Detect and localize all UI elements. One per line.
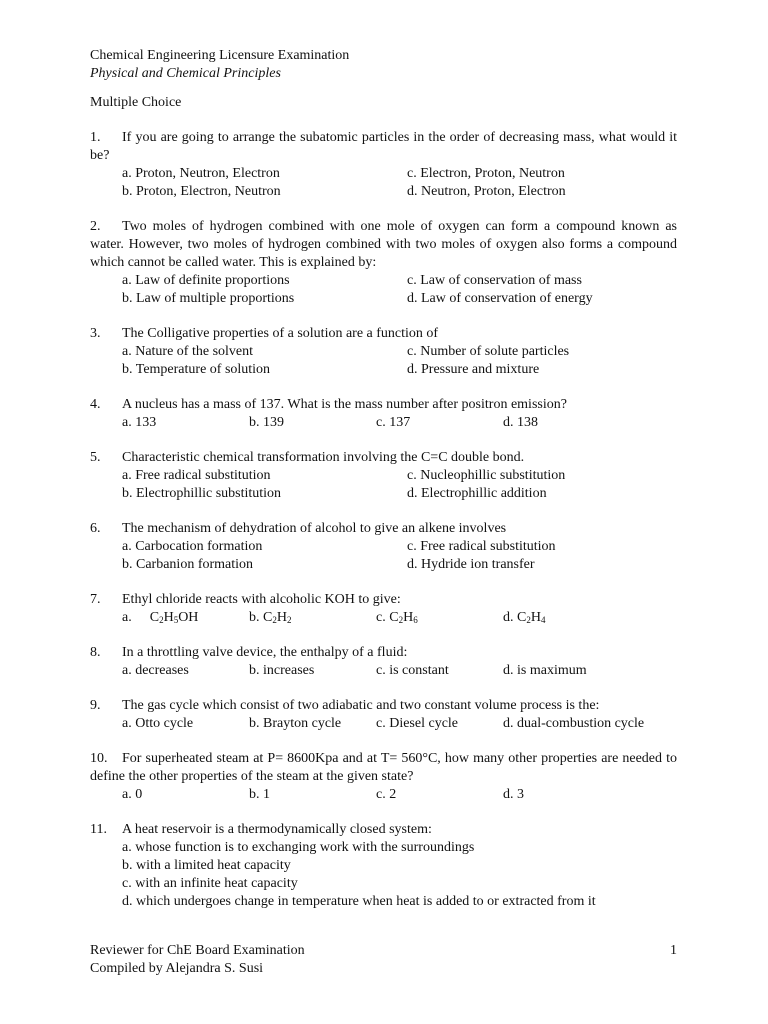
choice-b: b. Carbanion formation: [122, 557, 254, 572]
choice-b: b. Temperature of solution: [122, 362, 271, 377]
choice-a: a. decreases: [122, 663, 189, 678]
choices: [122, 715, 677, 733]
question-6: [90, 520, 677, 574]
question-text: 11. A heat reservoir is a thermodynamically closed system:: [90, 822, 432, 837]
choice-d: d. 138: [503, 415, 538, 430]
choice-b: b. 1: [249, 787, 270, 802]
question-number: 5.: [90, 450, 101, 465]
question-text: 7. Ethyl chloride reacts with alcoholic KOH to give:: [90, 592, 401, 607]
question-text: 5. Characteristic chemical transformation involving the C=C double bond.: [90, 450, 525, 465]
choice-b: b. Law of multiple proportions: [122, 291, 295, 306]
choice-a: a. Law of definite proportions: [122, 273, 290, 288]
choice-c: c. Law of conservation of mass: [407, 273, 582, 288]
choice-c: c. with an infinite heat capacity: [122, 876, 298, 891]
question-11: [90, 821, 677, 911]
choice-c: c. Number of solute particles: [407, 344, 570, 359]
question-5: [90, 449, 677, 503]
question-3: [90, 325, 677, 379]
choice-c: c. Nucleophillic substitution: [407, 468, 566, 483]
choices: [122, 609, 677, 627]
choice-a: a. whose function is to exchanging work with the surroundings: [122, 840, 475, 855]
question-text: 1. If you are going to arrange the subatomic particles in the order of decreasing mass, what would it be?: [90, 130, 677, 163]
choices: [122, 839, 677, 911]
choice-b: b. with a limited heat capacity: [122, 858, 291, 873]
document-page: [90, 47, 677, 911]
choice-d: d. 3: [503, 787, 524, 802]
choices: [122, 467, 677, 503]
question-8: [90, 644, 677, 680]
footer-compiler-line: Compiled by Alejandra S. Susi: [90, 961, 264, 976]
choice-c: c. $C_2H_6$: [376, 610, 418, 625]
question-text: 3. The Colligative properties of a solution are a function of: [90, 326, 439, 341]
question-number: 4.: [90, 397, 101, 412]
choice-c: c. 137: [376, 415, 411, 430]
choice-d: d. Law of conservation of energy: [407, 291, 593, 306]
question-text: 10. For superheated steam at P= 8600Kpa and at T= 560°C, how many other properties are needed to define the other properties of the steam at the given state?: [90, 751, 677, 784]
question-4: [90, 396, 677, 432]
question-2: [90, 218, 677, 308]
question-number: 6.: [90, 521, 101, 536]
question-number: 9.: [90, 698, 101, 713]
question-text: 8. In a throttling valve device, the enthalpy of a fluid:: [90, 645, 408, 660]
choice-d: d. Hydride ion transfer: [407, 557, 535, 572]
question-number: 3.: [90, 326, 101, 341]
choices: [122, 165, 677, 201]
choice-d: d. dual-combustion cycle: [503, 716, 645, 731]
choice-b: b. increases: [249, 663, 315, 678]
choice-d: d. Pressure and mixture: [407, 362, 540, 377]
choice-c: c. Diesel cycle: [376, 716, 459, 731]
choice-b: b. $C_2H_2$: [249, 610, 292, 625]
question-text: 2. Two moles of hydrogen combined with one mole of oxygen can form a compound known as water. However, two moles of hydrogen combined with two moles of oxygen also forms a compound which cannot be called water. This is explained by:: [90, 219, 677, 270]
choice-a: a. Free radical substitution: [122, 468, 271, 483]
question-number: 10.: [90, 751, 108, 766]
question-text: 4. A nucleus has a mass of 137. What is the mass number after positron emission?: [90, 397, 567, 412]
choice-c: c. is constant: [376, 663, 449, 678]
question-1: [90, 129, 677, 201]
choices: [122, 272, 677, 308]
choice-b: b. Proton, Electron, Neutron: [122, 184, 281, 199]
choice-a: a. Nature of the solvent: [122, 344, 254, 359]
choice-a: a. Carbocation formation: [122, 539, 263, 554]
choices: [122, 538, 677, 574]
choice-c: c. Electron, Proton, Neutron: [407, 166, 565, 181]
choice-a: a. $C_2H_5OH$: [122, 610, 199, 625]
question-number: 2.: [90, 219, 101, 234]
choice-c: c. Free radical substitution: [407, 539, 556, 554]
question-text: 6. The mechanism of dehydration of alcohol to give an alkene involves: [90, 521, 507, 536]
choice-b: b. 139: [249, 415, 284, 430]
choice-b: b. Brayton cycle: [249, 716, 342, 731]
document-subtitle: Physical and Chemical Principles: [90, 66, 281, 81]
choices: [122, 662, 677, 680]
choice-a: a. 133: [122, 415, 157, 430]
choice-d: d. is maximum: [503, 663, 587, 678]
question-9: [90, 697, 677, 733]
question-7: [90, 591, 677, 627]
choice-a: a. Otto cycle: [122, 716, 194, 731]
choice-d: d. Electrophillic addition: [407, 486, 547, 501]
question-text: 9. The gas cycle which consist of two adiabatic and two constant volume process is the:: [90, 698, 600, 713]
choice-a: a. 0: [122, 787, 143, 802]
question-number: 7.: [90, 592, 101, 607]
page-footer: [90, 942, 677, 978]
question-number: 1.: [90, 130, 101, 145]
choice-d: d. which undergoes change in temperature when heat is added to or extracted from it: [122, 894, 596, 909]
question-number: 8.: [90, 645, 101, 660]
document-title: Chemical Engineering Licensure Examination: [90, 48, 350, 63]
choice-d: d. Neutron, Proton, Electron: [407, 184, 566, 199]
choice-a: a. Proton, Neutron, Electron: [122, 166, 280, 181]
section-heading: Multiple Choice: [90, 95, 182, 110]
choice-d: d. $C_2H_4$: [503, 610, 546, 625]
choices: [122, 786, 677, 804]
footer-reviewer-line: Reviewer for ChE Board Examination: [90, 943, 305, 958]
question-10: [90, 750, 677, 804]
choices: [122, 414, 677, 432]
choices: [122, 343, 677, 379]
choice-c: c. 2: [376, 787, 397, 802]
page-number: 1: [670, 943, 677, 958]
choice-b: b. Electrophillic substitution: [122, 486, 282, 501]
question-number: 11.: [90, 822, 107, 837]
